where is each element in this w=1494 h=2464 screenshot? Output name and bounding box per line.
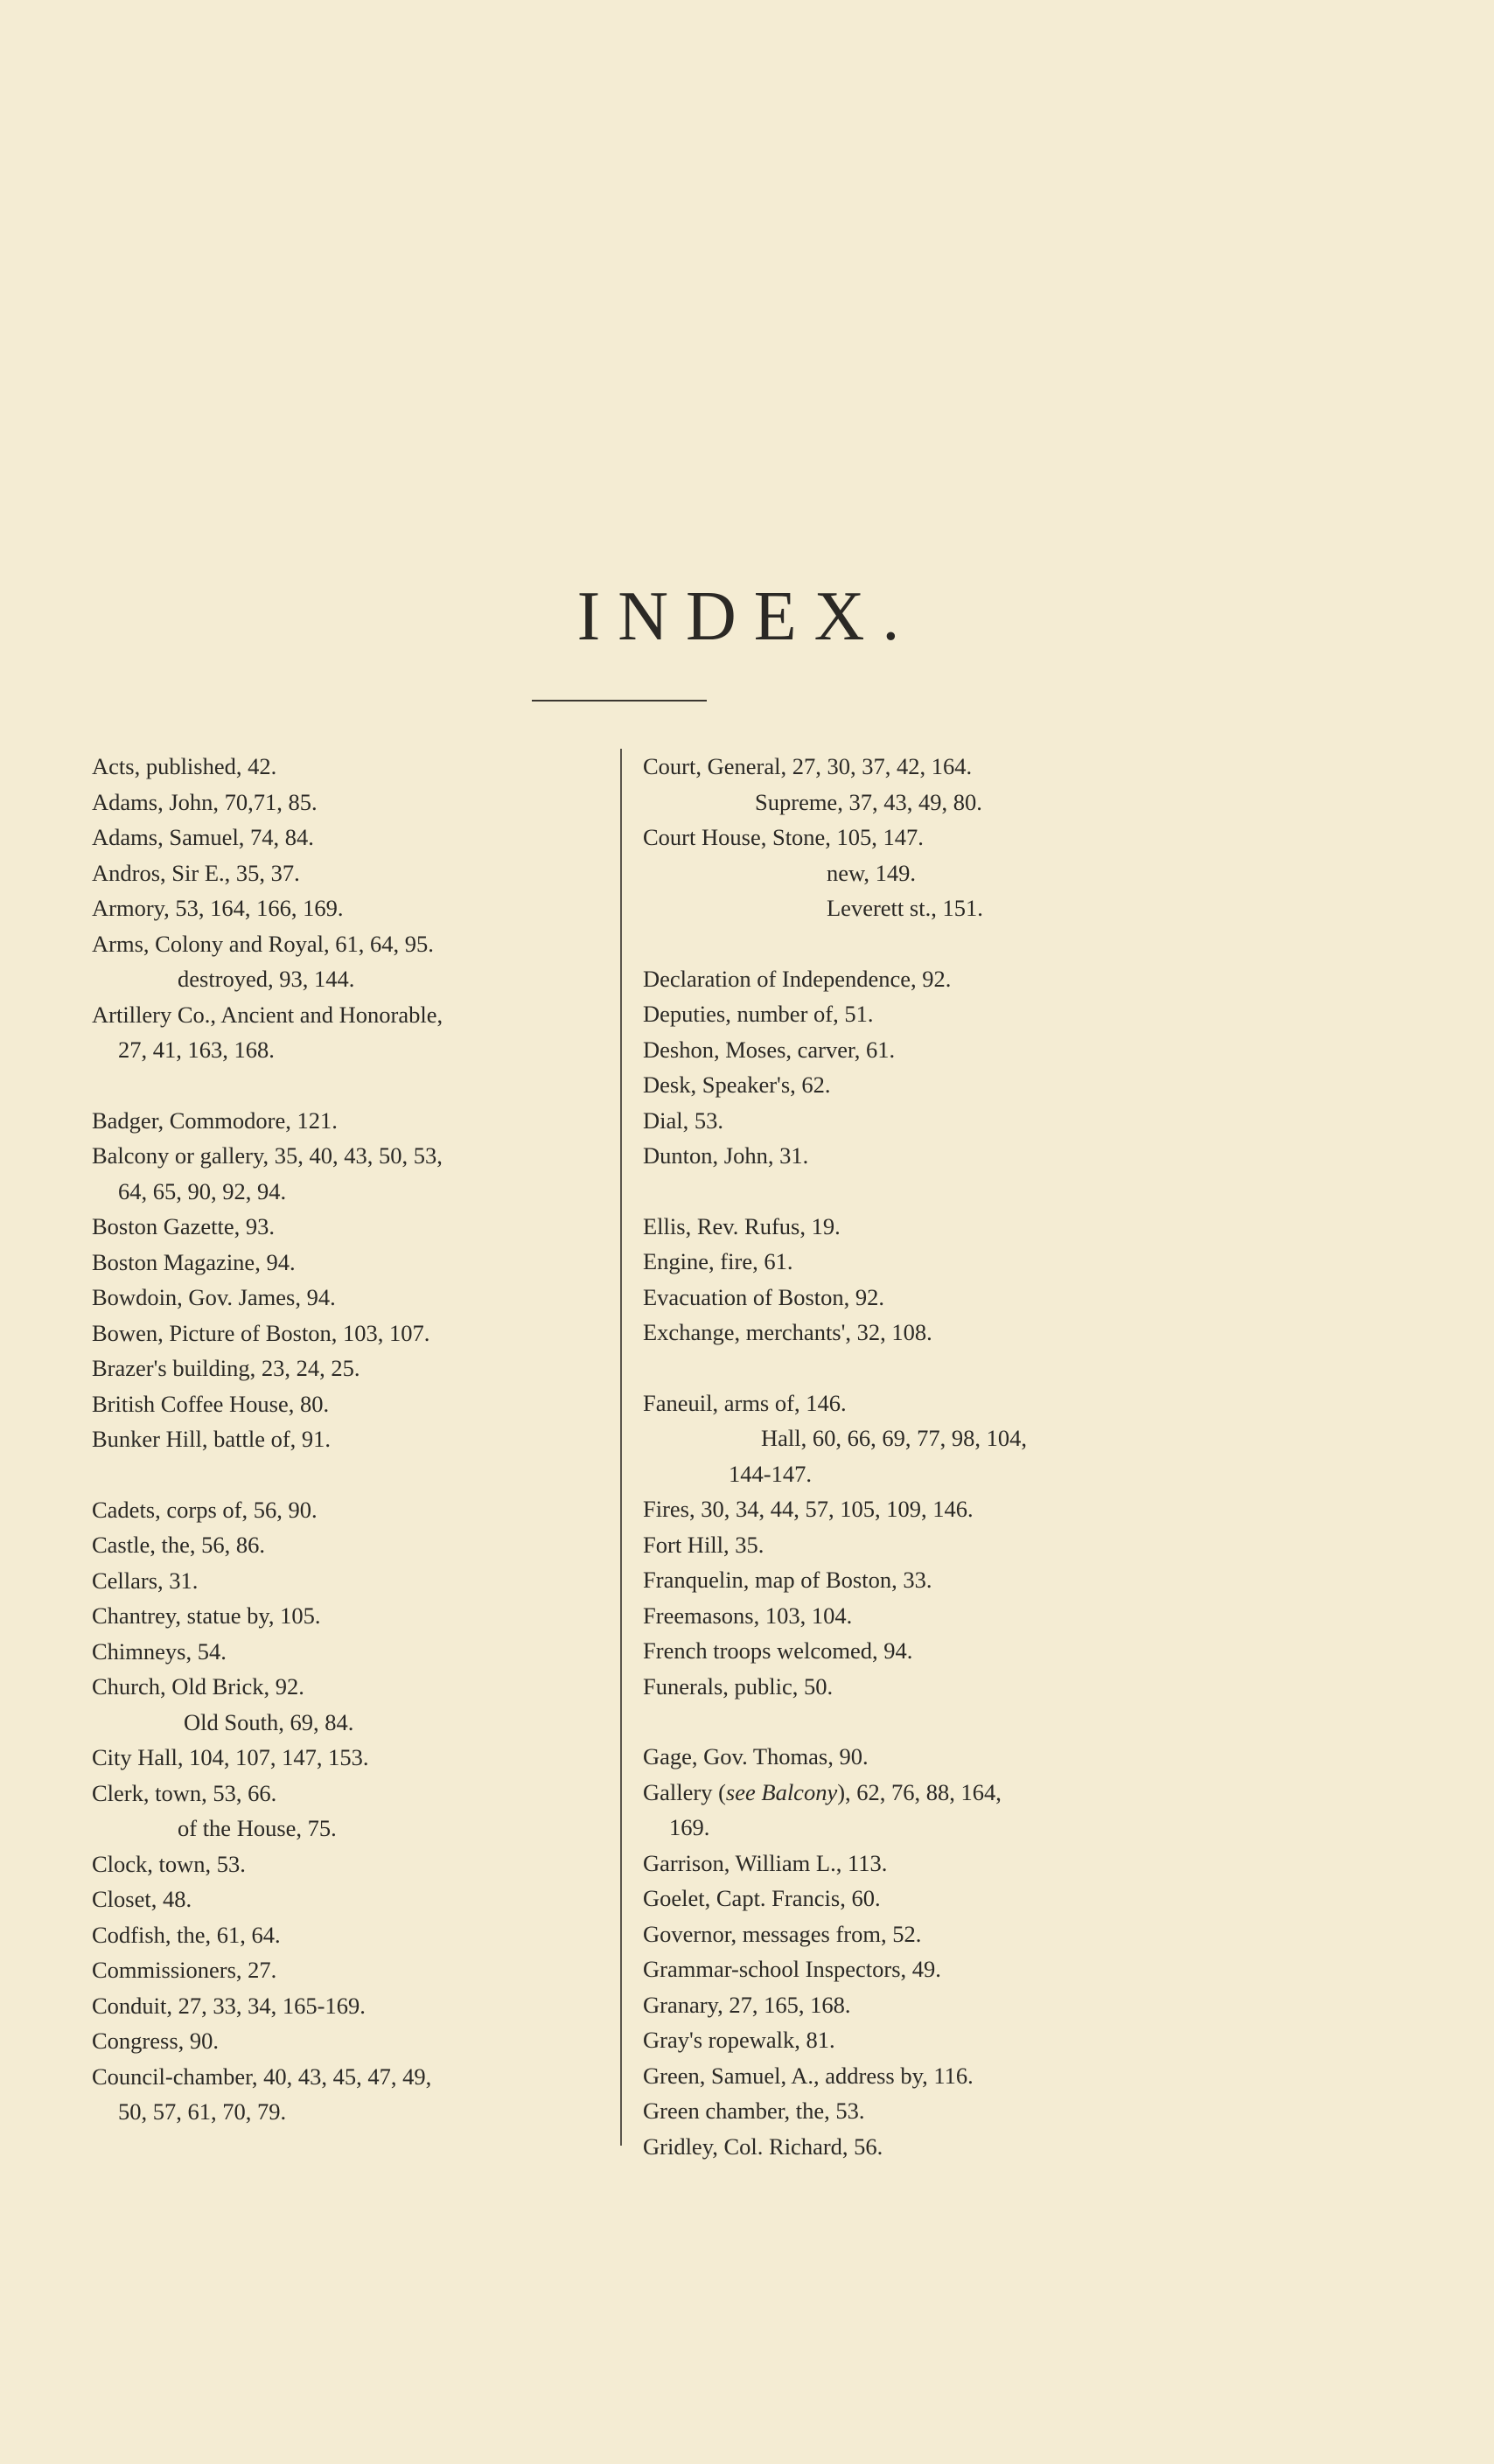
index-entry: Gridley, Col. Richard, 56. — [643, 2132, 883, 2160]
index-entry: Council-chamber, 40, 43, 45, 47, 49, — [92, 2063, 432, 2090]
index-letter-group — [643, 961, 1155, 1174]
index-entry: Cellars, 31. — [92, 1567, 199, 1594]
index-entry: Hall, 60, 66, 69, 77, 98, 104, — [761, 1425, 1027, 1451]
index-entry: Badger, Commodore, 121. — [92, 1106, 338, 1134]
index-letter-group — [643, 749, 1155, 926]
index-entry: French troops welcomed, 94. — [643, 1637, 913, 1664]
index-entry: Franquelin, map of Boston, 33. — [643, 1567, 932, 1593]
index-entry: Congress, 90. — [92, 2028, 220, 2054]
index-entry: Cadets, corps of, 56, 90. — [92, 1496, 318, 1523]
index-entry: Green, Samuel, A., address by, 116. — [643, 2062, 974, 2089]
index-entry: Grammar-school Inspectors, 49. — [643, 1956, 941, 1982]
index-entry: Freemasons, 103, 104. — [643, 1602, 853, 1629]
index-entry: Adams, John, 70,71, 85. — [92, 788, 318, 815]
index-entry: Fires, 30, 34, 44, 57, 105, 109, 146. — [643, 1496, 974, 1522]
index-entry: Clerk, town, 53, 66. — [92, 1779, 277, 1806]
index-entry: Deputies, number of, 51. — [643, 1001, 874, 1027]
index-entry: 64, 65, 90, 92, 94. — [118, 1177, 287, 1204]
index-entry: 27, 41, 163, 168. — [118, 1037, 275, 1063]
index-entry: Gray's ropewalk, 81. — [643, 2027, 835, 2053]
index-entry: 50, 57, 61, 70, 79. — [118, 2098, 287, 2125]
index-letter-group — [643, 1209, 1155, 1351]
page-title: INDEX. — [576, 578, 918, 655]
index-entry: Chantrey, statue by, 105. — [92, 1602, 321, 1629]
index-letter-group — [643, 1386, 1155, 1705]
index-entry: Evacuation of Boston, 92. — [643, 1283, 884, 1310]
index-entry: Clock, town, 53. — [92, 1850, 246, 1877]
index-letter-group — [92, 1492, 604, 2130]
index-entry: Leverett st., 151. — [827, 895, 983, 921]
index-entry: 169. — [669, 1814, 710, 1840]
index-entry: Dunton, John, 31. — [643, 1142, 809, 1169]
index-right-column — [643, 749, 1155, 2199]
index-entry: Desk, Speaker's, 62. — [643, 1071, 831, 1098]
index-entry: Codfish, the, 61, 64. — [92, 1921, 281, 1948]
index-entry: Church, Old Brick, 92. — [92, 1673, 304, 1700]
index-entry: Faneuil, arms of, 146. — [643, 1389, 847, 1416]
index-letter-group — [92, 749, 604, 1068]
index-entry: Artillery Co., Ancient and Honorable, — [92, 1001, 443, 1028]
index-entry: new, 149. — [827, 859, 917, 886]
index-entry: Garrison, William L., 113. — [643, 1849, 888, 1876]
index-entry: Acts, published, 42. — [92, 753, 277, 779]
index-entry: Andros, Sir E., 35, 37. — [92, 859, 300, 886]
index-entry: Engine, fire, 61. — [643, 1248, 793, 1274]
index-entry: Bowdoin, Gov. James, 94. — [92, 1284, 336, 1310]
index-entry: Armory, 53, 164, 166, 169. — [92, 895, 344, 921]
index-entry: Granary, 27, 165, 168. — [643, 1991, 851, 2018]
index-entry: Exchange, merchants', 32, 108. — [643, 1319, 932, 1345]
index-entry: Court, General, 27, 30, 37, 42, 164. — [643, 753, 973, 779]
index-letter-group — [92, 1103, 604, 1457]
index-entry: Ellis, Rev. Rufus, 19. — [643, 1212, 841, 1239]
title-rule — [532, 700, 707, 702]
index-entry: Declaration of Independence, 92. — [643, 965, 952, 992]
index-entry: Gage, Gov. Thomas, 90. — [643, 1743, 869, 1769]
index-entry: Commissioners, 27. — [92, 1957, 277, 1983]
index-entry: British Coffee House, 80. — [92, 1390, 330, 1417]
index-entry-italic: see Balcony — [725, 1778, 838, 1805]
index-entry: Funerals, public, 50. — [643, 1672, 834, 1700]
index-entry: Adams, Samuel, 74, 84. — [92, 824, 314, 850]
index-entry: Boston Magazine, 94. — [92, 1248, 296, 1275]
index-entry: Balcony or gallery, 35, 40, 43, 50, 53, — [92, 1142, 443, 1169]
index-left-column — [92, 749, 604, 2165]
index-entry: Conduit, 27, 33, 34, 165-169. — [92, 1992, 366, 2019]
index-entry: Closet, 48. — [92, 1886, 192, 1912]
index-entry: Governor, messages from, 52. — [643, 1920, 922, 1947]
index-entry: Deshon, Moses, carver, 61. — [643, 1036, 896, 1063]
index-entry: Court House, Stone, 105, 147. — [643, 824, 924, 850]
index-entry: Green chamber, the, 53. — [643, 2098, 865, 2124]
column-divider — [620, 749, 622, 2146]
index-entry: Gallery (see Balcony), 62, 76, 88, 164, — [643, 1778, 1002, 1805]
index-entry: Bowen, Picture of Boston, 103, 107. — [92, 1319, 430, 1346]
index-entry: Arms, Colony and Royal, 61, 64, 95. — [92, 930, 434, 957]
index-entry: Supreme, 37, 43, 49, 80. — [755, 788, 982, 815]
index-entry: 144-147. — [729, 1460, 812, 1487]
index-letter-group — [643, 1739, 1155, 2164]
index-entry: Dial, 53. — [643, 1106, 723, 1134]
index-entry: Goelet, Capt. Francis, 60. — [643, 1885, 881, 1911]
index-entry: Brazer's building, 23, 24, 25. — [92, 1355, 360, 1381]
index-entry: City Hall, 104, 107, 147, 153. — [92, 1744, 369, 1770]
index-entry: destroyed, 93, 144. — [178, 966, 355, 992]
index-entry: Boston Gazette, 93. — [92, 1213, 276, 1239]
index-entry: Old South, 69, 84. — [184, 1708, 354, 1735]
index-entry: of the House, 75. — [178, 1815, 337, 1841]
index-entry: Fort Hill, 35. — [643, 1531, 764, 1558]
index-entry: Chimneys, 54. — [92, 1637, 227, 1665]
index-entry: Bunker Hill, battle of, 91. — [92, 1426, 332, 1452]
index-entry: Castle, the, 56, 86. — [92, 1532, 265, 1558]
